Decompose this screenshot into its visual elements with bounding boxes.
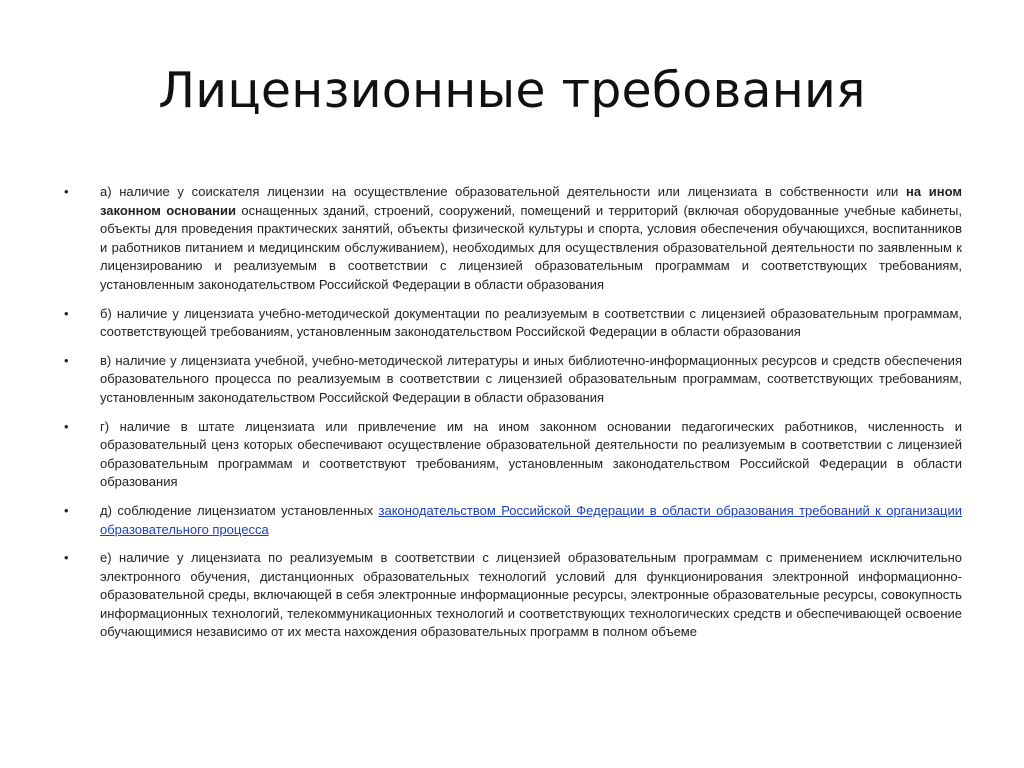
bullet-icon: •: [64, 184, 69, 199]
bullet-item-b: [64, 305, 962, 342]
bullet-text-b: б) наличие у лицензиата учебно-методической документации по реализуемым в соответствии с лицензией образовательным программам, соответствующей требованиям, установленным законодательством Российской Федерации в области образования: [100, 305, 962, 340]
bullet-text-d: [100, 502, 962, 539]
bullet-icon: •: [64, 305, 69, 321]
bullet-item-d: [64, 502, 962, 539]
bullet-item-a: [64, 183, 962, 295]
bullet-item-e: [64, 549, 962, 642]
bullet-icon: •: [64, 550, 69, 566]
bullet-text-a-post: оснащенных зданий, строений, сооружений, помещений и территорий (включая оборудованные учебные кабинеты, объекты для проведения практических занятий, объекты физической культуры и спорта, условия обеспечения обучающихся, воспитанников и работников питанием и медицинским обслуживанием), необходимых для осуществления образовательной деятельности по заявленным к лицензированию и реализуемым в соответствии с лицензией образовательным программам и соответствующих требованиям, установленным законодательством Российской Федерации в области образования: [100, 202, 962, 292]
bullet-icon: •: [64, 502, 69, 518]
bullet-text-v: в) наличие у лицензиата учебной, учебно-методической литературы и иных библиотечно-информационных ресурсов и средств обеспечения образовательного процесса по реализуемым в соответствии с лицензией образовательным программам, соответствующих требованиям, установленным законодательством Российской Федерации в области образования: [100, 352, 962, 405]
bullet-list: [64, 183, 962, 642]
bullet-text-a: [100, 183, 962, 295]
bullet-text-a-pre: а) наличие у соискателя лицензии на осуществление образовательной деятельности или лицензиата в собственности или: [100, 184, 906, 199]
bullet-icon: •: [64, 418, 69, 434]
legislation-link[interactable]: законодательством Российской Федерации в области образования требований к организации образовательного процесса: [100, 502, 962, 537]
bullet-item-g: [64, 418, 962, 492]
slide-content: [64, 183, 962, 652]
bullet-text-g: г) наличие в штате лицензиата или привлечение им на ином законном основании педагогических работников, численность и образовательный ценз которых обеспечивают осуществление образовательной деятельности по реализуемым в соответствии с лицензией образовательным программам и соответствуют требованиям, установленным законодательством Российской Федерации в области образования: [100, 418, 962, 490]
slide-title: Лицензионные требования: [158, 62, 866, 119]
bullet-icon: •: [64, 352, 69, 368]
bullet-text-d-pre: д) соблюдение лицензиатом установленных: [100, 502, 379, 518]
bullet-item-v: [64, 352, 962, 408]
bullet-text-e: е) наличие у лицензиата по реализуемым в соответствии с лицензией образовательным программам с применением исключительно электронного обучения, дистанционных образовательных технологий условий для функционирования электронной информационно-образовательной среды, включающей в себя электронные информационные ресурсы, электронные образовательные ресурсы, совокупность информационных технологий, телекоммуникационных технологий и соответствующих технологических средств и обеспечивающей освоение обучающимися независимо от их места нахождения образовательных программ в полном объеме: [100, 550, 962, 640]
bullet-text-a-bold: на ином законном основании: [100, 184, 962, 218]
